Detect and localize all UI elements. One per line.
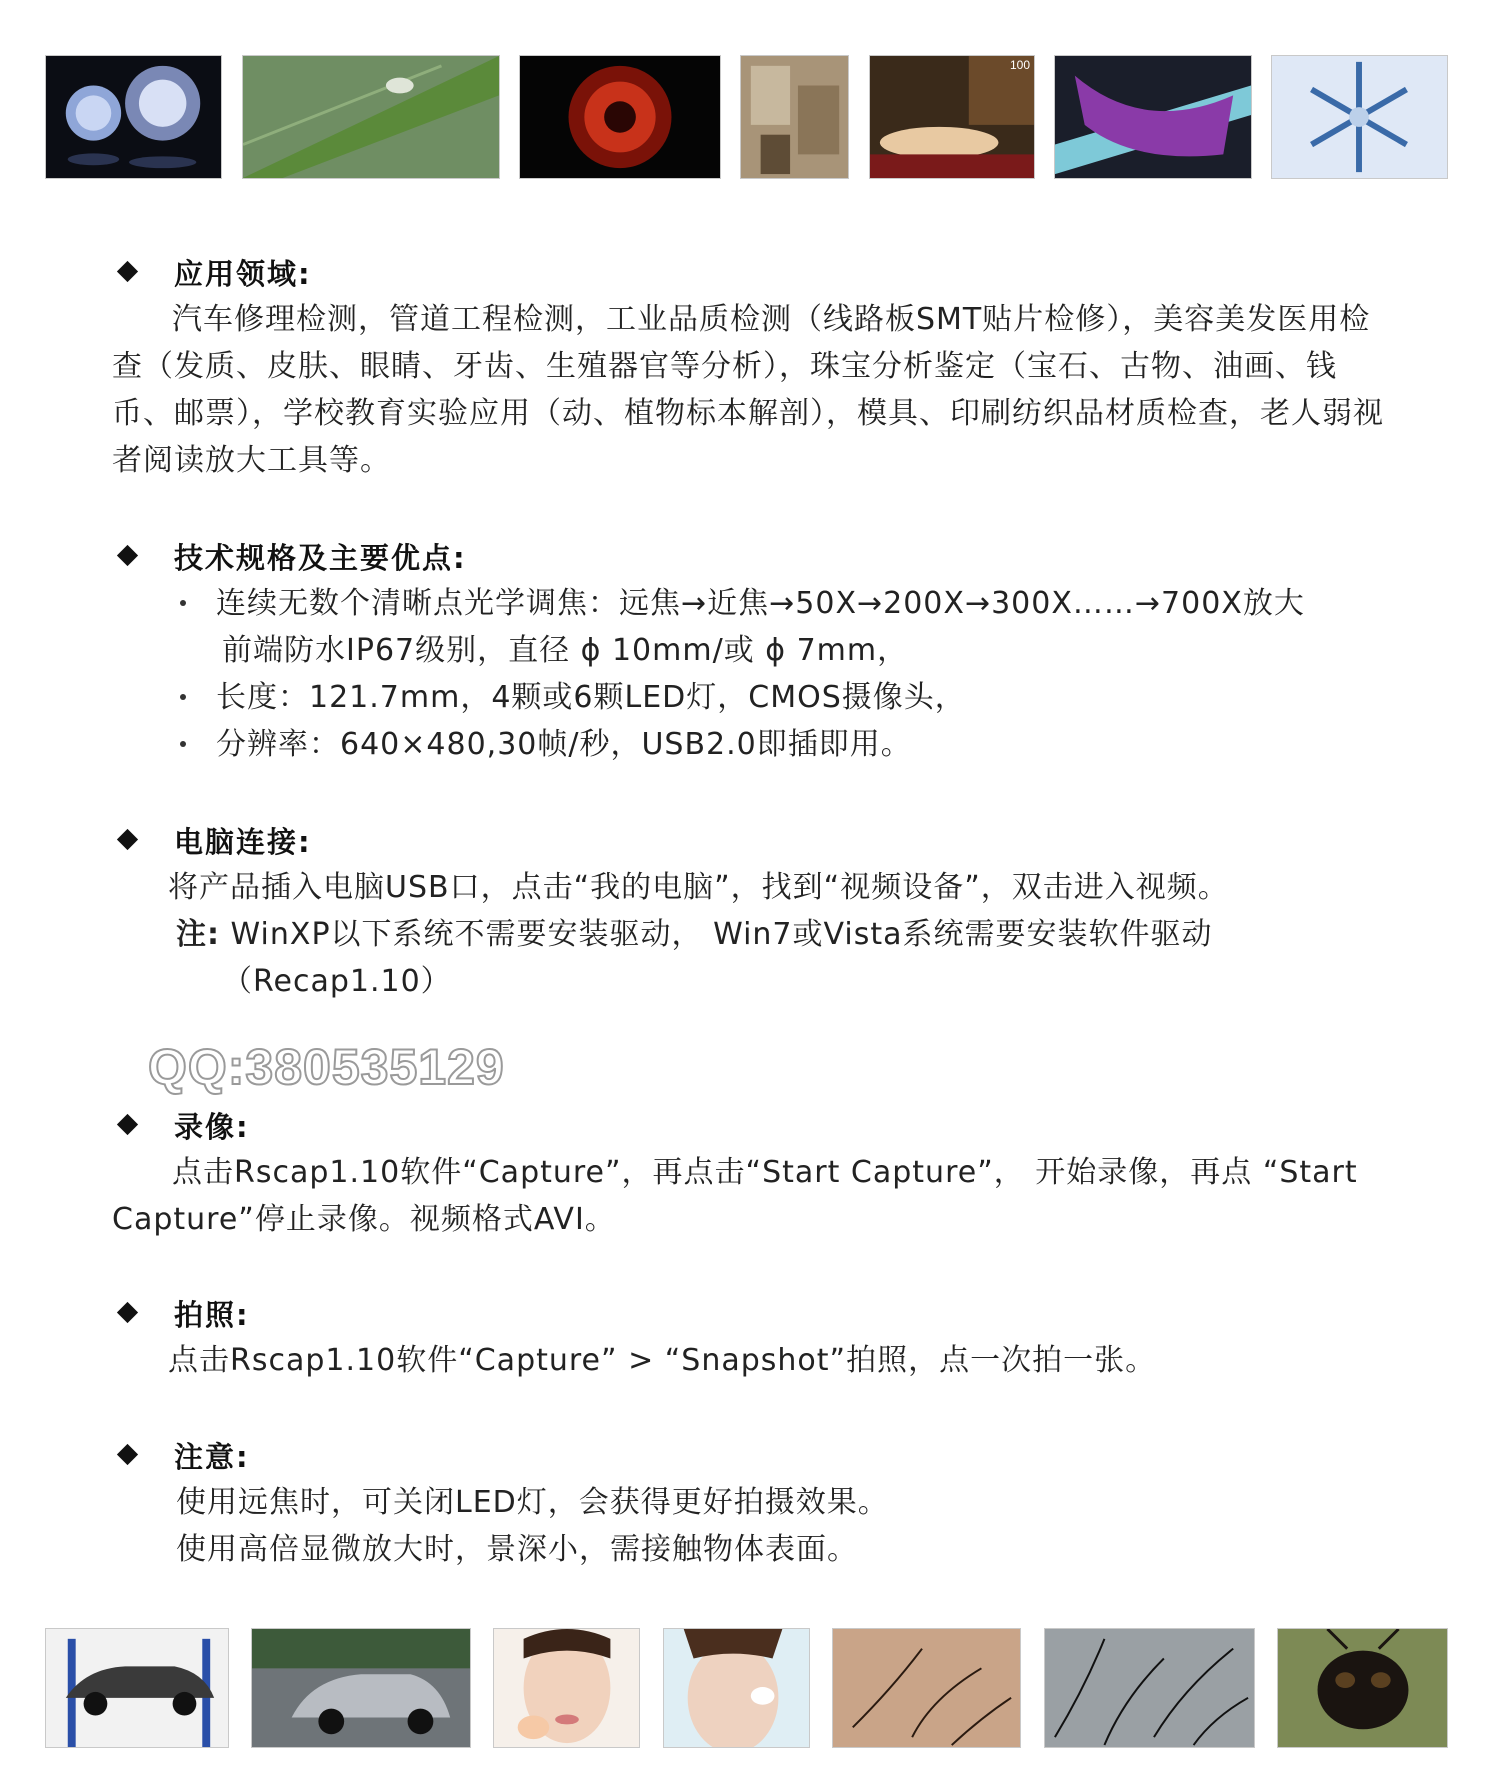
notice-heading: 注意:: [112, 1435, 1387, 1479]
recording-heading: 录像:: [112, 1105, 1387, 1149]
applications-heading: 应用领域:: [112, 252, 1387, 296]
connection-heading: 电脑连接:: [112, 820, 1387, 864]
recording-text: 点击Rscap1.10软件“Capture”，再点击“Start Capture”， 开始录像，再点 “Start Capture”停止录像。视频格式AVI。: [112, 1155, 1358, 1237]
bullet-dot-icon: [180, 600, 186, 606]
bottom-image-gallery: [0, 1628, 1487, 1748]
leaf-insect-photo: [242, 55, 500, 179]
car-lift-photo: [45, 1628, 229, 1748]
photo-section: [112, 1293, 1387, 1384]
stamp-painting-photo: [869, 55, 1035, 179]
recording-section: [112, 1105, 1387, 1243]
snowflake-photo: [1271, 55, 1448, 179]
face-makeup-photo: [493, 1628, 640, 1748]
connection-section: [112, 820, 1387, 1005]
stone-carving-photo: [740, 55, 849, 179]
qq-watermark: QQ:380535129: [148, 1039, 505, 1095]
specs-heading: 技术规格及主要优点:: [112, 536, 1387, 580]
note-text: WinXP以下系统不需要安装驱动， Win7或Vista系统需要安装软件驱动: [230, 917, 1213, 952]
applications-section: [112, 252, 1387, 484]
driver-software-name: （Recap1.10）: [222, 964, 452, 999]
bullet-dot-icon: [180, 741, 186, 747]
fabric-fiber-photo: [1054, 55, 1252, 179]
spec-item-focus: 连续无数个清晰点光学调焦：远焦→近焦→50X→200X→300X……→700X放大 前端防水IP67级别，直径 ϕ 10mm/或 ϕ 7mm，: [112, 580, 1387, 674]
notice-line-2: 使用高倍显微放大时，景深小，需接触物体表面。: [176, 1532, 858, 1567]
scalp-closeup-photo: [832, 1628, 1021, 1748]
red-flower-photo: [519, 55, 721, 179]
bullet-dot-icon: [180, 694, 186, 700]
skin-care-photo: [663, 1628, 810, 1748]
diamond-bullet-icon: [117, 261, 138, 282]
diamond-bullet-icon: [117, 1114, 138, 1135]
applications-text: 汽车修理检测，管道工程检测，工业品质检测（线路板SMT贴片检修），美容美发医用检查（发质、皮肤、眼睛、牙齿、生殖器官等分析），珠宝分析鉴定（宝石、古物、油画、钱币、邮票），学校教育实验应用（动、植物标本解剖），模具、印刷纺织品材质检查，老人弱视者阅读放大工具等。: [112, 302, 1384, 478]
photo-heading: 拍照:: [112, 1293, 1387, 1337]
insect-closeup-photo: [1277, 1628, 1448, 1748]
hair-closeup-photo: [1044, 1628, 1255, 1748]
top-image-gallery: [0, 55, 1487, 179]
diamond-bullet-icon: [117, 829, 138, 850]
spec-item-length: 长度：121.7mm，4颗或6颗LED灯，CMOS摄像头，: [112, 674, 1387, 721]
note-label: 注:: [176, 917, 220, 952]
connection-note: [112, 911, 1387, 958]
diamond-bullet-icon: [117, 1444, 138, 1465]
specs-section: [112, 536, 1387, 768]
spec-item-resolution: 分辨率：640×480,30帧/秒，USB2.0即插即用。: [112, 721, 1387, 768]
diamond-bullet-icon: [117, 1302, 138, 1323]
car-driving-photo: [251, 1628, 471, 1748]
notice-section: [112, 1435, 1387, 1573]
connection-instruction: 将产品插入电脑USB口，点击“我的电脑”，找到“视频设备”，双击进入视频。: [168, 870, 1229, 905]
stamp-value-label: 100: [1009, 58, 1030, 72]
notice-line-1: 使用远焦时，可关闭LED灯，会获得更好拍摄效果。: [176, 1485, 889, 1520]
diamond-bullet-icon: [117, 545, 138, 566]
gemstones-photo: [45, 55, 222, 179]
photo-text: 点击Rscap1.10软件“Capture” > “Snapshot”拍照，点一次拍一张。: [168, 1343, 1157, 1378]
